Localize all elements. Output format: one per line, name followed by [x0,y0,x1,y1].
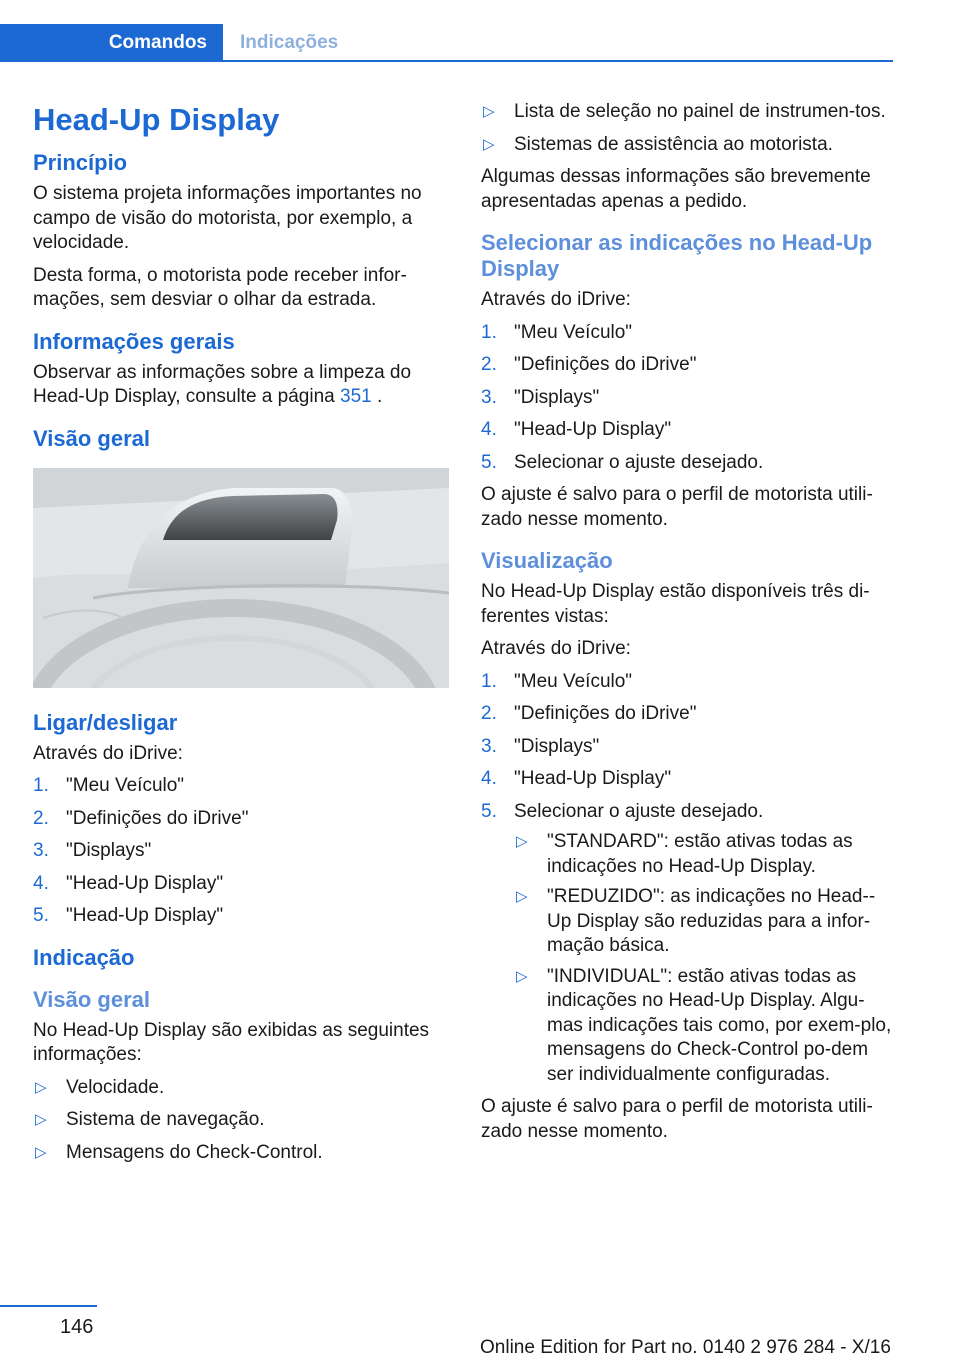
list-item [481,386,897,411]
tab-indicacoes[interactable]: Indicações [240,31,339,53]
step-number: 2. [481,354,497,375]
info-paragraph [33,361,449,410]
step-number: 4. [481,419,497,440]
step-text: "Definições do iDrive" [66,807,249,829]
list-item [481,735,897,760]
list-item [481,133,897,158]
principio-paragraph-1: O sistema projeta informações importantes no campo de visão do motorista, por exemplo, a velocidade. [33,183,422,253]
heading-indicacao: Indicação [33,944,135,970]
header-rule [0,60,893,62]
list-item [33,872,449,897]
info-list-continued [481,100,897,157]
visualizacao-paragraph: No Head-Up Display estão disponíveis três di‐ferentes vistas: [481,581,870,627]
page-title: Head-Up Display [33,102,280,137]
ligar-intro: Através do iDrive: [33,742,183,764]
dashboard-illustration [33,468,449,688]
step-number: 1. [481,670,497,692]
list-item [33,1108,449,1133]
list-item [514,885,897,959]
list-item [514,830,897,879]
list-item [514,965,897,1088]
list-item [481,670,897,695]
list-item [33,774,449,799]
triangle-bullet-icon: ▷ [35,1111,47,1128]
list-item [481,702,897,727]
step-text: "Head-Up Display" [514,768,672,789]
triangle-bullet-icon: ▷ [516,888,528,905]
step-text: "Head-Up Display" [66,905,224,926]
item-text: Mensagens do Check-Control. [66,1141,323,1163]
heading-visao-geral: Visão geral [33,425,150,451]
heading-ligar-desligar: Ligar/desligar [33,709,178,735]
step-text: "Definições do iDrive" [514,354,697,375]
head-up-display-photo [33,468,449,688]
info-text-end: . [371,386,383,407]
item-text: "REDUZIDO": as indicações no Head-‐Up Display são reduzidas para a infor‐mação básica. [547,886,876,956]
list-item [481,353,897,378]
list-item [481,321,897,346]
item-text: Sistemas de assistência ao motorista. [514,133,833,155]
triangle-bullet-icon: ▷ [516,967,528,985]
list-item [481,767,897,792]
triangle-bullet-icon: ▷ [483,103,495,120]
visualizacao-intro: Através do iDrive: [481,638,631,659]
list-item [33,1076,449,1101]
step-text: "Meu Veículo" [514,321,633,343]
page-link-351[interactable]: 351 [340,386,372,407]
tab-comandos[interactable]: Comandos [0,24,223,61]
step-text: "Meu Veículo" [66,775,185,796]
info-list [33,1076,449,1166]
triangle-bullet-icon: ▷ [483,135,495,153]
step-text: Selecionar o ajuste desejado. [514,451,764,473]
heading-visualizacao: Visualização [481,548,613,573]
some-info-paragraph: Algumas dessas informações são brevemente apresentadas apenas a pedido. [481,166,871,212]
step-text: Selecionar o ajuste desejado. [514,800,764,822]
right-column [481,100,897,1152]
item-text: Lista de seleção no painel de instrumen‐tos. [514,101,886,122]
step-number: 4. [481,768,497,789]
list-item [481,800,897,1088]
header-bar [0,0,960,62]
triangle-bullet-icon: ▷ [516,833,528,850]
edition-footer: Online Edition for Part no. 0140 2 976 284 - X/16 [480,1337,891,1358]
step-text: "Head-Up Display" [66,872,224,894]
step-number: 1. [481,321,497,343]
heading-visao-geral-2: Visão geral [33,986,150,1012]
step-text: "Meu Veículo" [514,670,633,692]
ligar-steps [33,774,449,929]
principio-paragraph-2: Desta forma, o motorista pode receber infor‐mações, sem desviar o olhar da estrada. [33,264,407,310]
triangle-bullet-icon: ▷ [35,1078,47,1096]
list-item [33,807,449,832]
item-text: "INDIVIDUAL": estão ativas todas as indicações no Head-Up Display. Algu‐mas indicações tais como, por exem‐plo, mensagens do Check-Control po‐dem ser individualmente configuradas. [547,965,892,1085]
step-number: 3. [33,840,49,861]
list-item [481,418,897,443]
list-item [33,839,449,864]
step-number: 1. [33,775,49,796]
step-text: "Head-Up Display" [514,419,672,440]
view-options-list [514,830,897,1087]
step-text: "Displays" [514,735,600,757]
step-number: 4. [33,872,49,894]
step-number: 5. [481,451,497,473]
item-text: Velocidade. [66,1076,165,1098]
visualizacao-note: O ajuste é salvo para o perfil de motorista utili‐zado nesse momento. [481,1096,873,1142]
info-text: Observar as informações sobre a limpeza do Head-Up Display, consulte a página [33,361,412,407]
list-item [33,904,449,929]
page-number-rule [0,1305,97,1307]
step-number: 5. [33,905,49,926]
selecionar-steps [481,321,897,476]
step-number: 3. [481,386,497,408]
step-number: 2. [481,703,497,724]
list-item [481,451,897,476]
heading-informacoes-gerais: Informações gerais [33,328,235,354]
triangle-bullet-icon: ▷ [35,1143,47,1161]
visao-geral-paragraph: No Head-Up Display são exibidas as seguintes informações: [33,1019,430,1065]
selecionar-intro: Através do iDrive: [481,289,631,310]
item-text: "STANDARD": estão ativas todas as indicações no Head-Up Display. [547,831,853,877]
step-text: "Definições do iDrive" [514,703,697,724]
list-item [33,1141,449,1166]
step-number: 5. [481,800,497,822]
left-column [33,100,449,1173]
step-text: "Displays" [66,840,152,861]
page-number: 146 [60,1316,94,1338]
heading-selecionar: Selecionar as indicações no Head-Up Display [481,230,873,281]
heading-principio: Princípio [33,150,128,175]
item-text: Sistema de navegação. [66,1109,265,1130]
step-number: 3. [481,735,497,757]
visualizacao-steps [481,670,897,1088]
list-item [481,100,897,125]
step-text: "Displays" [514,386,600,408]
selecionar-note: O ajuste é salvo para o perfil de motorista utili‐zado nesse momento. [481,484,873,530]
step-number: 2. [33,807,49,829]
